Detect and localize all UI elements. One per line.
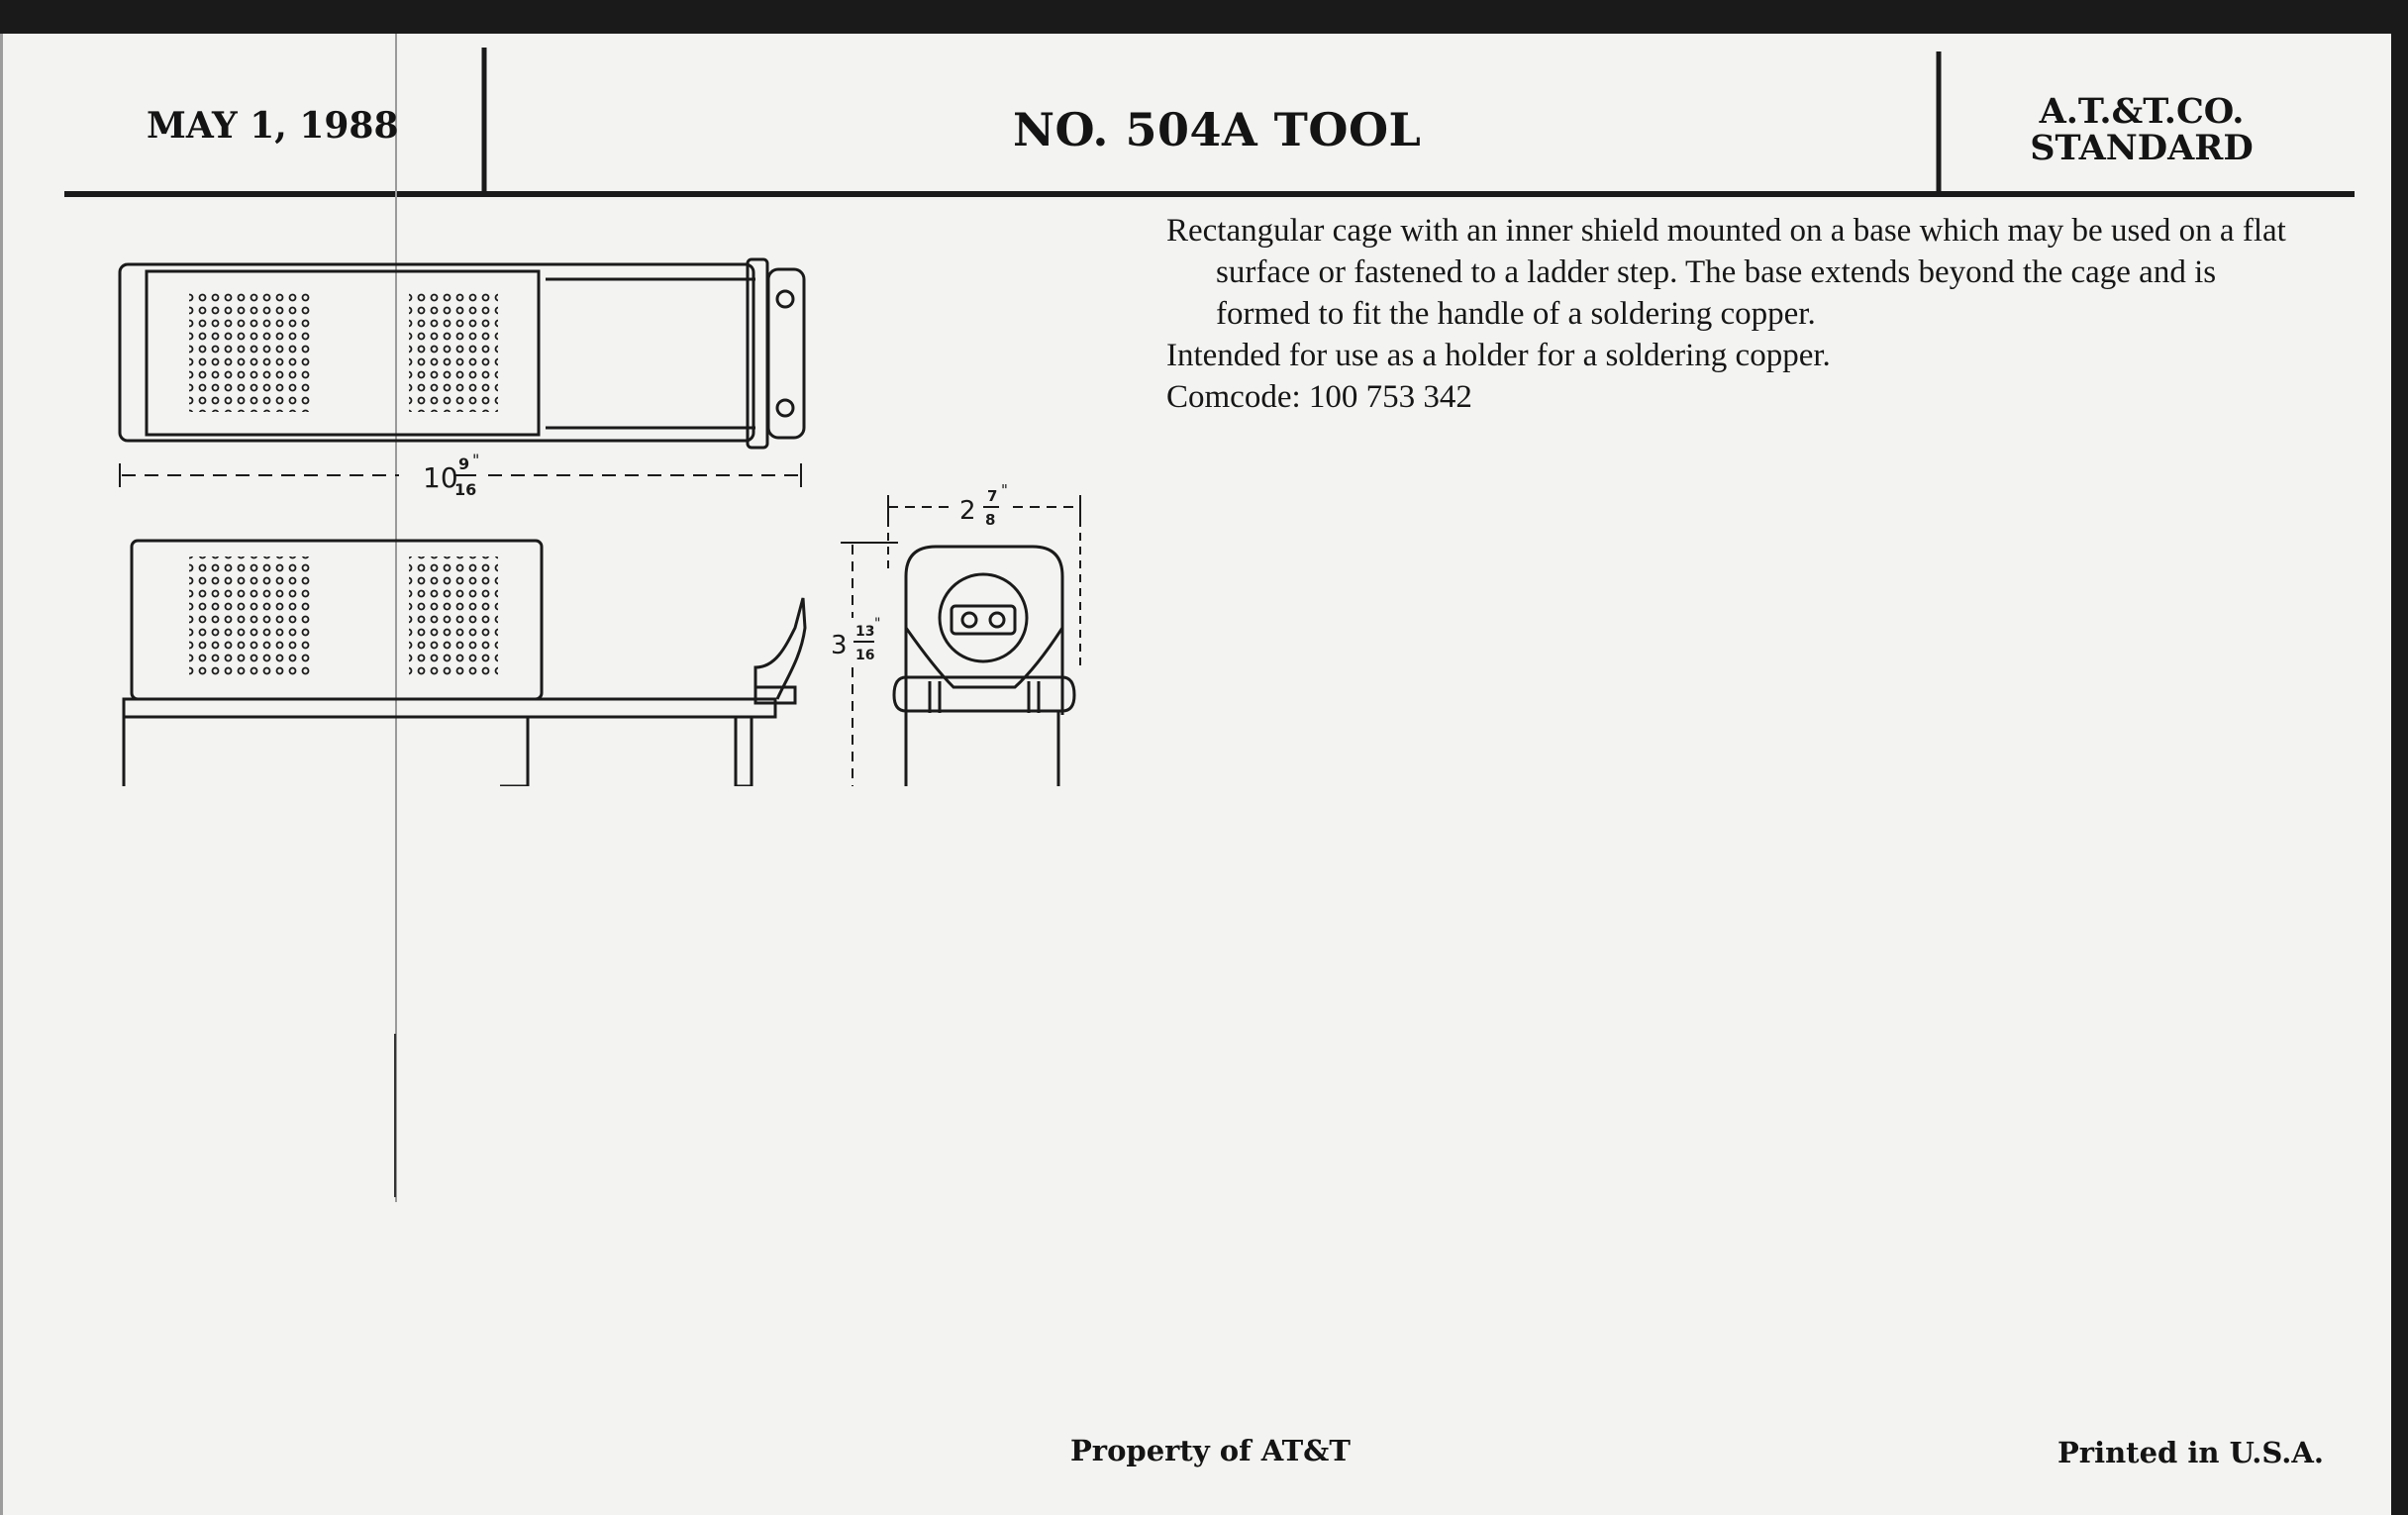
front-base: [906, 711, 1058, 786]
issue-date: MAY 1, 1988: [147, 105, 399, 147]
length-dimension: [120, 451, 801, 499]
height-dimension: [831, 543, 898, 786]
comcode: Comcode: 100 753 342: [1166, 379, 1472, 415]
usage-note: Intended for use as a holder for a soldering copper.: [1166, 338, 1831, 373]
perforation-grid-right: [409, 291, 498, 412]
handle-hook: [755, 598, 805, 699]
top-view: [120, 259, 804, 448]
end-cap: [748, 259, 767, 448]
width-denominator: 8: [985, 511, 996, 529]
rivet-left: [962, 613, 976, 627]
printed-notice: Printed in U.S.A.: [2057, 1436, 2324, 1469]
height-inch-mark: ": [874, 616, 881, 632]
length-inch-mark: ": [472, 451, 480, 469]
base-foot-left: [124, 717, 161, 786]
rivet-right: [990, 613, 1004, 627]
front-view: [894, 547, 1074, 786]
spec-sheet: [0, 34, 2391, 1515]
screw-head-top: [777, 291, 793, 307]
base-foot-right: [736, 717, 752, 786]
technical-drawing: [3, 34, 1152, 786]
height-numerator: 13: [855, 624, 875, 640]
standard-line-company: A.T.&T.CO.: [2039, 91, 2245, 132]
base-foot-mid: [500, 717, 528, 786]
base-plate: [124, 699, 775, 717]
length-denominator: 16: [454, 480, 477, 499]
description-paragraph: Rectangular cage with an inner shield mounted on a base which may be used on a flat surface or fastened to a ladder step. The base extends beyond the cage and is formed to fit the handle of a soldering copper.: [1166, 213, 2286, 332]
description: [1166, 210, 2315, 418]
length-whole: 10: [423, 461, 458, 494]
standard-line-standard: STANDARD: [2030, 128, 2254, 168]
perforation-grid-left: [189, 291, 313, 412]
width-whole: 2: [959, 496, 976, 526]
handle-rest: [768, 269, 804, 438]
property-notice: Property of AT&T: [1070, 1434, 1351, 1467]
width-numerator: 7: [987, 487, 998, 505]
screw-head-bottom: [777, 400, 793, 416]
side-perforation-right: [409, 556, 498, 677]
width-inch-mark: ": [1001, 481, 1008, 499]
standard-label: [2023, 93, 2260, 166]
length-numerator: 9: [458, 454, 470, 473]
front-crossbar: [894, 677, 1074, 711]
page-title: NO. 504A TOOL: [1013, 103, 1422, 156]
height-denominator: 16: [855, 648, 875, 663]
side-view: [124, 541, 805, 786]
height-whole: 3: [831, 631, 848, 660]
side-perforation-left: [189, 556, 313, 677]
